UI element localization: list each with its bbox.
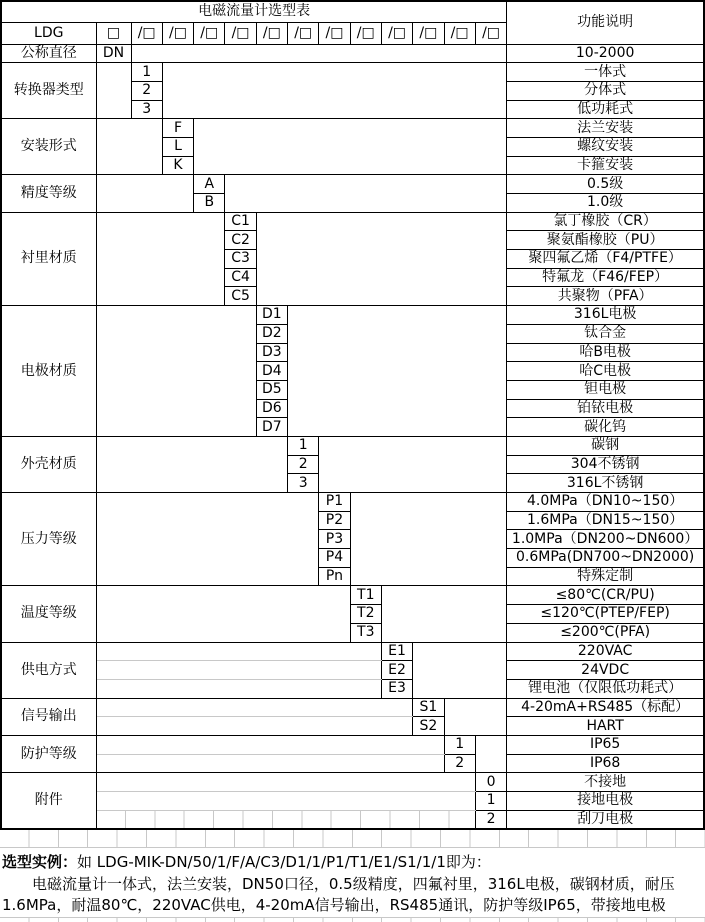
option-code-cell: P4: [319, 549, 350, 568]
section-label: 转换器类型: [1, 63, 96, 119]
empty-cell: [444, 698, 507, 735]
empty-cell: [256, 212, 507, 305]
function-column-header: 功能说明: [507, 1, 704, 44]
model-box-placeholder: /□: [225, 22, 256, 44]
option-code-cell: S1: [413, 698, 444, 717]
function-desc-cell: 法兰安装: [507, 119, 704, 138]
option-code-cell: Pn: [319, 567, 350, 586]
function-desc-cell: 卡箍安装: [507, 156, 704, 175]
model-box-placeholder: /□: [350, 22, 381, 44]
function-desc-cell: 氯丁橡胶（CR）: [507, 212, 704, 231]
option-code-cell: E1: [381, 642, 412, 661]
function-desc-cell: 哈C电极: [507, 362, 704, 381]
empty-cell: [381, 586, 506, 642]
section-label: 压力等级: [1, 493, 96, 586]
function-desc-cell: 铂铱电极: [507, 399, 704, 418]
model-box-placeholder: /□: [319, 22, 350, 44]
option-code-cell: D1: [256, 306, 287, 325]
function-desc-cell: 刮刀电极: [507, 810, 704, 829]
model-box-placeholder: /□: [381, 22, 412, 44]
empty-cell: [96, 642, 381, 661]
empty-cell: [475, 735, 506, 772]
option-code-cell: L: [162, 137, 193, 156]
function-desc-cell: 不接地: [507, 773, 704, 792]
section-label: 衬里材质: [1, 212, 96, 305]
function-desc-cell: 316L不锈钢: [507, 474, 704, 493]
option-code-cell: T3: [350, 623, 381, 642]
function-desc-cell: ≤200℃(PFA): [507, 623, 704, 642]
option-code-cell: 2: [475, 810, 506, 829]
table-title: 电磁流量计选型表: [1, 1, 507, 22]
empty-cell: [96, 735, 444, 754]
function-desc-cell: 4-20mA+RS485（标配）: [507, 698, 704, 717]
empty-cell: [413, 642, 507, 698]
section-label: 信号输出: [1, 698, 96, 735]
function-desc-cell: 碳钢: [507, 436, 704, 455]
example-description: 电磁流量计一体式，法兰安装，DN50口径，0.5级精度，四氟衬里，316L电极，碳钢材质，耐压1.6MPa，耐温80℃，220VAC供电，4-20mA信号输出，RS485通讯，防护等级IP65，带接地电极: [2, 874, 675, 914]
section-label: 外壳材质: [1, 436, 96, 492]
option-code-cell: 1: [131, 63, 162, 82]
option-code-cell: D3: [256, 343, 287, 362]
option-code-cell: 1: [288, 436, 319, 455]
function-desc-cell: 哈B电极: [507, 343, 704, 362]
option-code-cell: D5: [256, 380, 287, 399]
empty-cell: [96, 119, 162, 175]
option-code-cell: S2: [413, 717, 444, 736]
section-label: 防护等级: [1, 735, 96, 772]
empty-cell: [225, 175, 507, 212]
option-code-cell: T1: [350, 586, 381, 605]
function-desc-cell: 聚四氟乙烯（F4/PTFE）: [507, 250, 704, 269]
function-desc-cell: 4.0MPa（DN10~150）: [507, 493, 704, 512]
section-label: 温度等级: [1, 586, 96, 642]
option-code-cell: P3: [319, 530, 350, 549]
empty-cell: [319, 436, 507, 492]
function-desc-cell: 接地电极: [507, 792, 704, 811]
function-desc-cell: 钛合金: [507, 324, 704, 343]
empty-cell: [96, 754, 444, 773]
function-desc-cell: ≤120℃(PTEP/FEP): [507, 605, 704, 624]
model-box-placeholder: /□: [288, 22, 319, 44]
empty-cell: [96, 698, 413, 717]
empty-cell: [96, 175, 194, 212]
section-label: 精度等级: [1, 175, 96, 212]
function-desc-cell: 低功耗式: [507, 100, 704, 119]
empty-cell: [96, 679, 381, 698]
option-code-cell: A: [194, 175, 225, 194]
empty-cell: [162, 63, 506, 119]
option-code-cell: P1: [319, 493, 350, 512]
model-prefix: LDG: [1, 22, 96, 44]
empty-cell: [96, 661, 381, 680]
spreadsheet-gridlines: [0, 830, 705, 848]
example-label: 选型实例：: [2, 852, 78, 871]
option-code-cell: K: [162, 156, 193, 175]
model-box-placeholder: /□: [131, 22, 162, 44]
option-code-cell: D4: [256, 362, 287, 381]
empty-cell: [96, 773, 475, 792]
option-code-cell: 3: [131, 100, 162, 119]
section-label: 电极材质: [1, 306, 96, 437]
empty-cell: [96, 810, 475, 829]
section-label: 附件: [1, 773, 96, 829]
model-box-placeholder: /□: [194, 22, 225, 44]
function-desc-cell: 1.0级: [507, 194, 704, 213]
empty-cell: [194, 119, 507, 175]
option-code-cell: F: [162, 119, 193, 138]
option-code-cell: 2: [288, 455, 319, 474]
spreadsheet-gridlines-bottom: [0, 917, 705, 922]
function-desc-cell: 24VDC: [507, 661, 704, 680]
function-desc-cell: 220VAC: [507, 642, 704, 661]
option-code-cell: 1: [475, 792, 506, 811]
function-desc-cell: 1.0MPa（DN200~DN600）: [507, 530, 704, 549]
function-desc-cell: 钽电极: [507, 380, 704, 399]
option-code-cell: 3: [288, 474, 319, 493]
option-code-cell: C4: [225, 268, 256, 287]
example-code: 如 LDG-MIK-DN/50/1/F/A/C3/D1/1/P1/T1/E1/S1/1/1即为：: [77, 852, 491, 871]
model-box-placeholder: /□: [256, 22, 287, 44]
function-desc-cell: 0.6MPa(DN700~DN2000): [507, 549, 704, 568]
option-code-cell: T2: [350, 605, 381, 624]
empty-cell: [96, 212, 225, 305]
function-desc-cell: ≤80℃(CR/PU): [507, 586, 704, 605]
function-desc-cell: 1.6MPa（DN15~150）: [507, 511, 704, 530]
option-code-cell: D7: [256, 418, 287, 437]
function-desc-cell: HART: [507, 717, 704, 736]
empty-cell: [96, 717, 413, 736]
option-code-cell: 2: [444, 754, 475, 773]
empty-cell: [96, 436, 287, 492]
function-desc-cell: 共聚物（PFA）: [507, 287, 704, 306]
empty-cell: [96, 493, 319, 586]
function-desc-cell: 10-2000: [507, 44, 704, 63]
example-line: [2, 852, 705, 873]
option-code-cell: E2: [381, 661, 412, 680]
function-desc-cell: 锂电池（仅限低功耗式）: [507, 679, 704, 698]
section-label: 安装形式: [1, 119, 96, 175]
function-desc-cell: 304不锈钢: [507, 455, 704, 474]
model-box-placeholder: /□: [162, 22, 193, 44]
option-code-cell: B: [194, 194, 225, 213]
function-desc-cell: 0.5级: [507, 175, 704, 194]
empty-cell: [350, 493, 507, 586]
function-desc-cell: 特殊定制: [507, 567, 704, 586]
option-code-cell: C2: [225, 231, 256, 250]
section-label: 公称直径: [1, 44, 96, 63]
model-box-placeholder: □: [96, 22, 131, 44]
option-code-cell: D2: [256, 324, 287, 343]
function-desc-cell: 分体式: [507, 81, 704, 100]
option-code-cell: 0: [475, 773, 506, 792]
function-desc-cell: 螺纹安装: [507, 137, 704, 156]
empty-cell: [96, 586, 350, 642]
function-desc-cell: 一体式: [507, 63, 704, 82]
function-desc-cell: 碳化钨: [507, 418, 704, 437]
function-desc-cell: 316L电极: [507, 306, 704, 325]
model-box-placeholder: /□: [444, 22, 475, 44]
model-box-placeholder: /□: [413, 22, 444, 44]
option-code-cell: DN: [96, 44, 131, 63]
function-desc-cell: 聚氨酯橡胶（PU）: [507, 231, 704, 250]
option-code-cell: P2: [319, 511, 350, 530]
empty-cell: [96, 63, 131, 119]
function-desc-cell: IP65: [507, 735, 704, 754]
section-label: 供电方式: [1, 642, 96, 698]
option-code-cell: E3: [381, 679, 412, 698]
function-desc-cell: IP68: [507, 754, 704, 773]
option-code-cell: C3: [225, 250, 256, 269]
function-desc-cell: 特氟龙（F46/FEP）: [507, 268, 704, 287]
option-code-cell: C1: [225, 212, 256, 231]
empty-cell: [96, 306, 256, 437]
empty-cell: [96, 792, 475, 811]
option-code-cell: 1: [444, 735, 475, 754]
option-code-cell: 2: [131, 81, 162, 100]
empty-cell: [131, 44, 507, 63]
empty-cell: [288, 306, 507, 437]
option-code-cell: D6: [256, 399, 287, 418]
model-box-placeholder: /□: [475, 22, 506, 44]
option-code-cell: C5: [225, 287, 256, 306]
